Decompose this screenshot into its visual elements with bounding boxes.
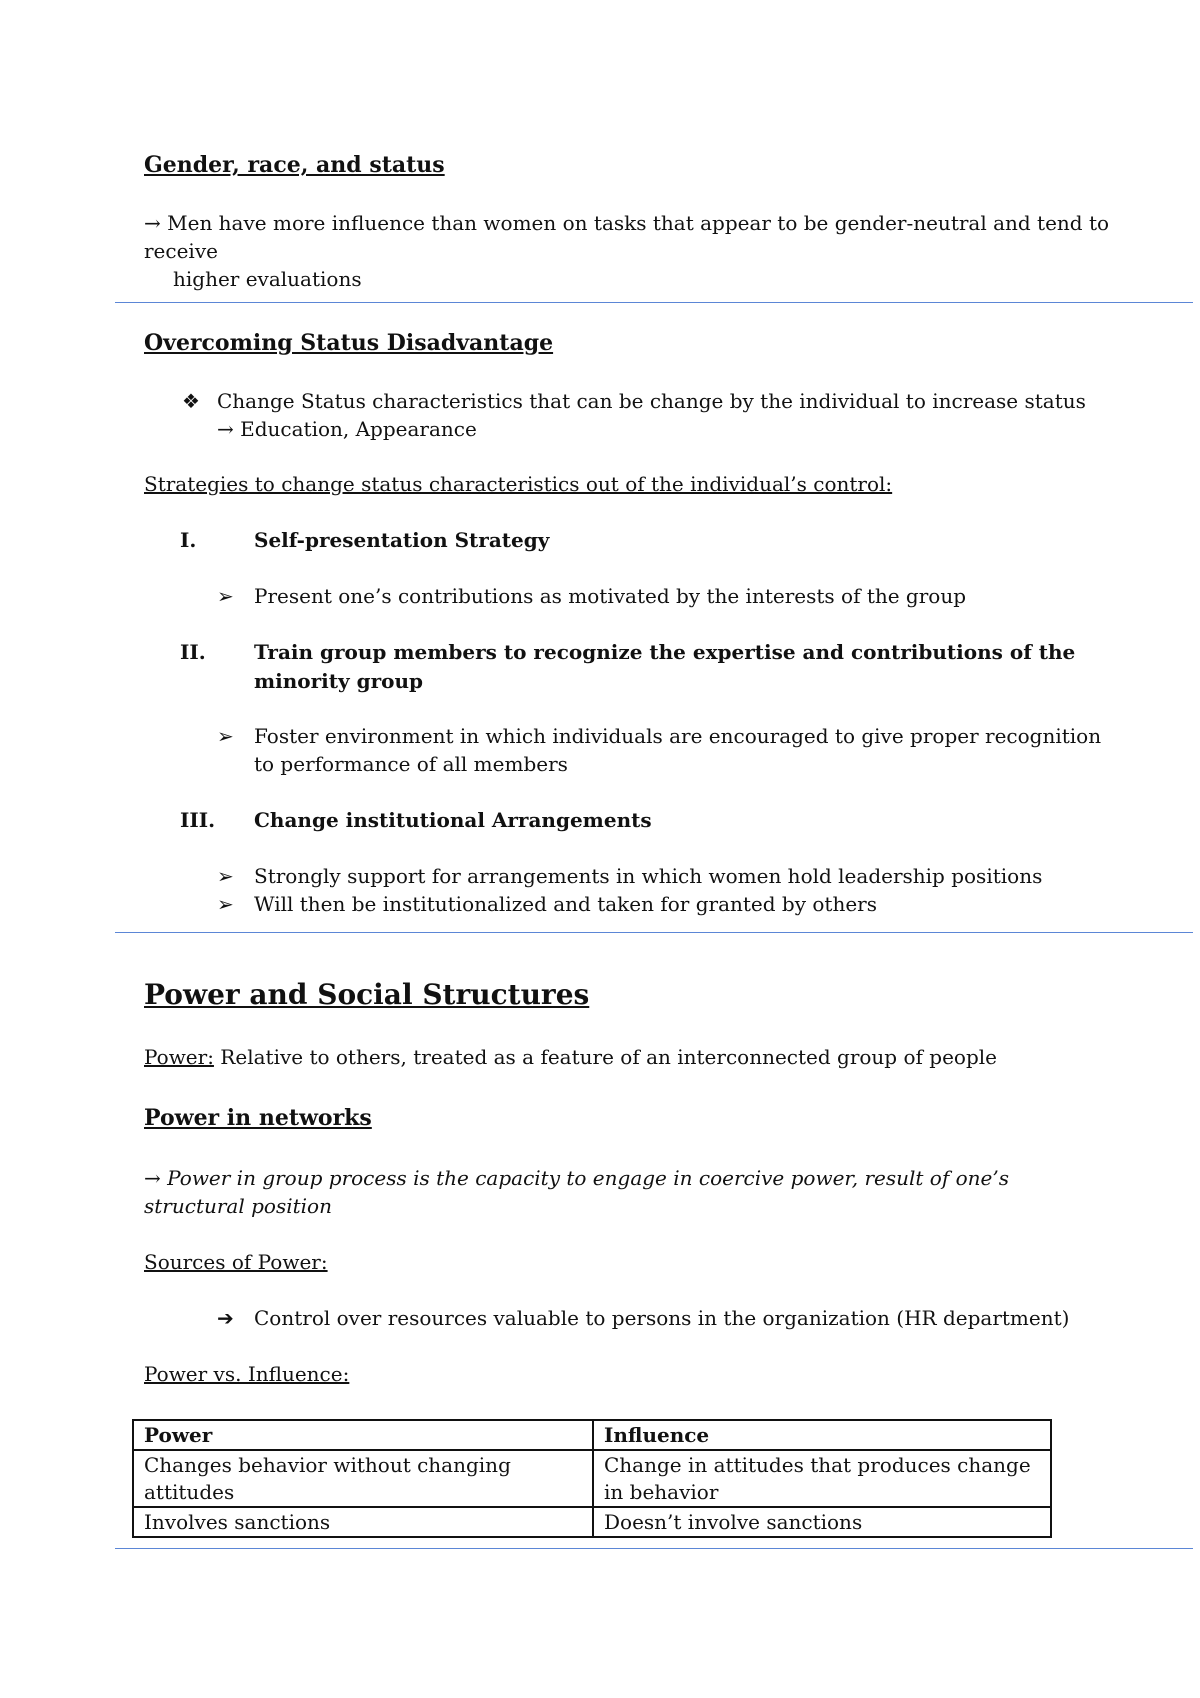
bold-right-arrow-icon: ➔	[217, 1306, 234, 1330]
networks-line1	[144, 1164, 1009, 1192]
strategy-ii-point-line2: to performance of all members	[254, 752, 568, 776]
right-arrow-icon: →	[144, 211, 161, 235]
table-cell: Involves sanctions	[133, 1507, 593, 1537]
strategy-ii-point-line1	[217, 722, 1101, 750]
section-divider	[115, 1548, 1193, 1549]
networks-line1-text: Power in group process is the capacity to engage in coercive power, result of one’s	[167, 1166, 1009, 1190]
bullet-change-status	[182, 387, 1086, 415]
power-influence-table	[132, 1419, 1052, 1538]
sub-education-appearance	[217, 415, 477, 443]
numeral-ii: II.	[180, 640, 206, 664]
sources-item	[217, 1304, 1069, 1332]
sub-education-appearance-text: Education, Appearance	[240, 417, 477, 441]
strategy-iii-point-1-text: Strongly support for arrangements in which women hold leadership positions	[254, 864, 1043, 888]
power-label: Power:	[144, 1045, 214, 1069]
power-definition-text: Relative to others, treated as a feature of an interconnected group of people	[213, 1045, 997, 1069]
table-cell: Changes behavior without changing attitudes	[133, 1450, 593, 1507]
strategy-ii-point-text: Foster environment in which individuals are encouraged to give proper recognition	[254, 724, 1102, 748]
arrowhead-bullet-icon: ➢	[217, 864, 234, 888]
power-definition	[144, 1043, 997, 1071]
numeral-iii: III.	[180, 808, 216, 832]
table-header-cell: Power	[133, 1420, 593, 1450]
sources-label: Sources of Power:	[144, 1250, 328, 1274]
heading-gender-race-status: Gender, race, and status	[144, 152, 445, 178]
sources-item-text: Control over resources valuable to persons in the organization (HR department)	[254, 1306, 1070, 1330]
table-header-cell: Influence	[593, 1420, 1051, 1450]
table-cell: Change in attitudes that produces change in behavior	[593, 1450, 1051, 1507]
right-arrow-icon: →	[144, 1166, 161, 1190]
strategy-i-point-text: Present one’s contributions as motivated by the interests of the group	[254, 584, 967, 608]
arrowhead-bullet-icon: ➢	[217, 892, 234, 916]
strategy-iii-point-1	[217, 862, 1042, 890]
arrowhead-bullet-icon: ➢	[217, 584, 234, 608]
strategy-i-title: Self-presentation Strategy	[254, 528, 550, 552]
strategy-iii-point-2-text: Will then be institutionalized and taken for granted by others	[254, 892, 877, 916]
strategy-i-point	[217, 582, 966, 610]
section-divider	[115, 302, 1193, 303]
arrowhead-bullet-icon: ➢	[217, 724, 234, 748]
table-row	[133, 1507, 1051, 1537]
strategies-label: Strategies to change status characteristics out of the individual’s control:	[144, 472, 893, 496]
table-cell: Doesn’t involve sanctions	[593, 1507, 1051, 1537]
networks-line2: structural position	[144, 1194, 332, 1218]
gender-influence-line3: higher evaluations	[173, 267, 362, 291]
heading-overcoming-status: Overcoming Status Disadvantage	[144, 330, 554, 356]
bullet-change-status-text: Change Status characteristics that can be change by the individual to increase status	[217, 389, 1086, 413]
diamond-bullet-icon: ❖	[182, 389, 200, 413]
section-divider	[115, 932, 1193, 933]
power-vs-influence-label: Power vs. Influence:	[144, 1362, 350, 1386]
strategy-iii-title: Change institutional Arrangements	[254, 808, 652, 832]
gender-influence-text: Men have more influence than women on tasks that appear to be gender-neutral and tend to	[167, 211, 1110, 235]
right-arrow-icon: →	[217, 417, 234, 441]
heading-power-networks: Power in networks	[144, 1105, 372, 1131]
strategy-ii-title-line2: minority group	[254, 669, 423, 693]
numeral-i: I.	[180, 528, 197, 552]
table-header-row	[133, 1420, 1051, 1450]
strategy-ii-title-line1: Train group members to recognize the expertise and contributions of the	[254, 640, 1076, 664]
title-power-social-structures: Power and Social Structures	[144, 978, 590, 1011]
gender-influence-line1	[144, 209, 1109, 237]
table-row	[133, 1450, 1051, 1507]
gender-influence-line2: receive	[144, 239, 218, 263]
strategy-iii-point-2	[217, 890, 877, 918]
